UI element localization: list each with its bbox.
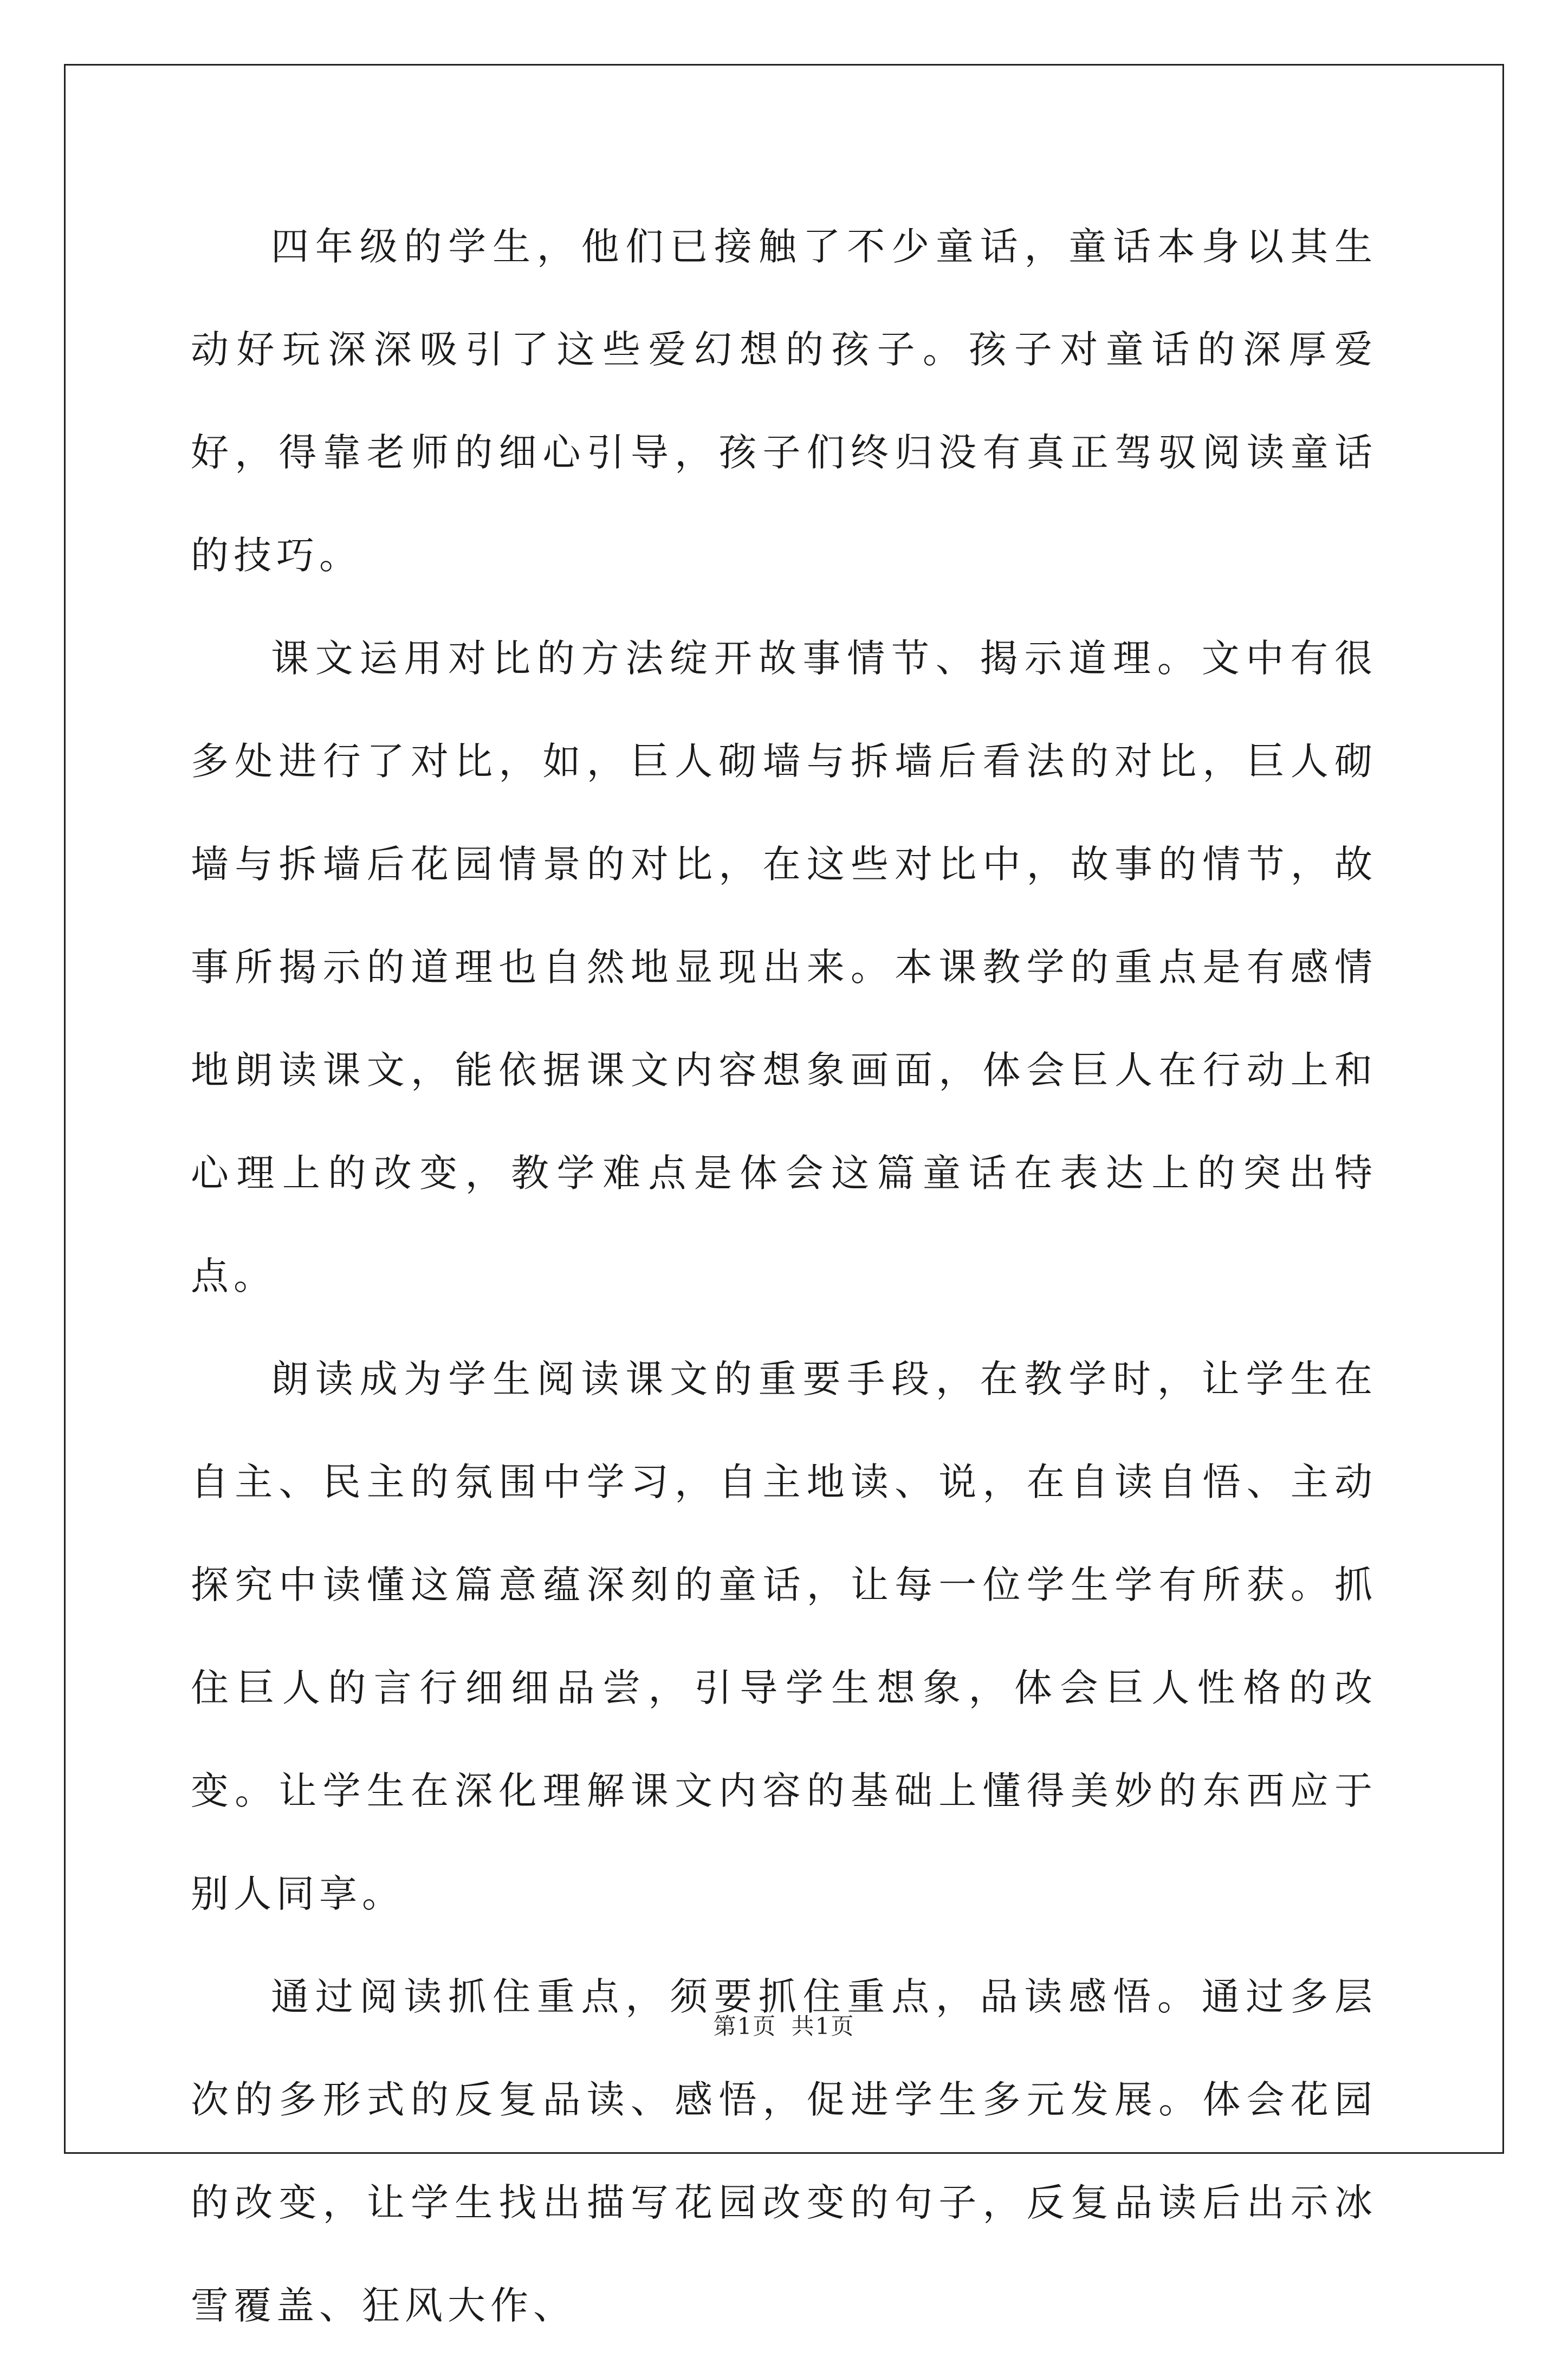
paragraph-2: 课文运用对比的方法绽开故事情节、揭示道理。文中有很多处进行了对比，如，巨人砌墙与拆墙后看法的对比，巨人砌墙与拆墙后花园情景的对比，在这些对比中，故事的情节，故事所揭示的道理也自然地显现出来。本课教学的重点是有感情地朗读课文，能依据课文内容想象画面，体会巨人在行动上和心理上的改变，教学难点是体会这篇童话在表达上的突出特点。 [191,636,1377,1298]
paragraph-4: 通过阅读抓住重点，须要抓住重点，品读感悟。通过多层次的多形式的反复品读、感悟，促进学生多元发展。体会花园的改变，让学生找出描写花园改变的句子，反复品读后出示冰雪覆盖、狂风大作、 [191,1974,1377,2328]
page-total: 共1页 [791,2013,855,2039]
paragraph-1: 四年级的学生，他们已接触了不少童话，童话本身以其生动好玩深深吸引了这些爱幻想的孩子。孩子对童话的深厚爱好，得靠老师的细心引导，孩子们终归没有真正驾驭阅读童话的技巧。 [191,224,1377,578]
page-number: 第1页 [713,2013,777,2039]
paragraph-3: 朗读成为学生阅读课文的重要手段，在教学时，让学生在自主、民主的氛围中学习，自主地读、说，在自读自悟、主动探究中读懂这篇意蕴深刻的童话，让每一位学生学有所获。抓住巨人的言行细细品尝，引导学生想象，体会巨人性格的改变。让学生在深化理解课文内容的基础上懂得美妙的东西应于别人同享。 [191,1357,1377,1916]
page-footer [0,2010,1568,2043]
